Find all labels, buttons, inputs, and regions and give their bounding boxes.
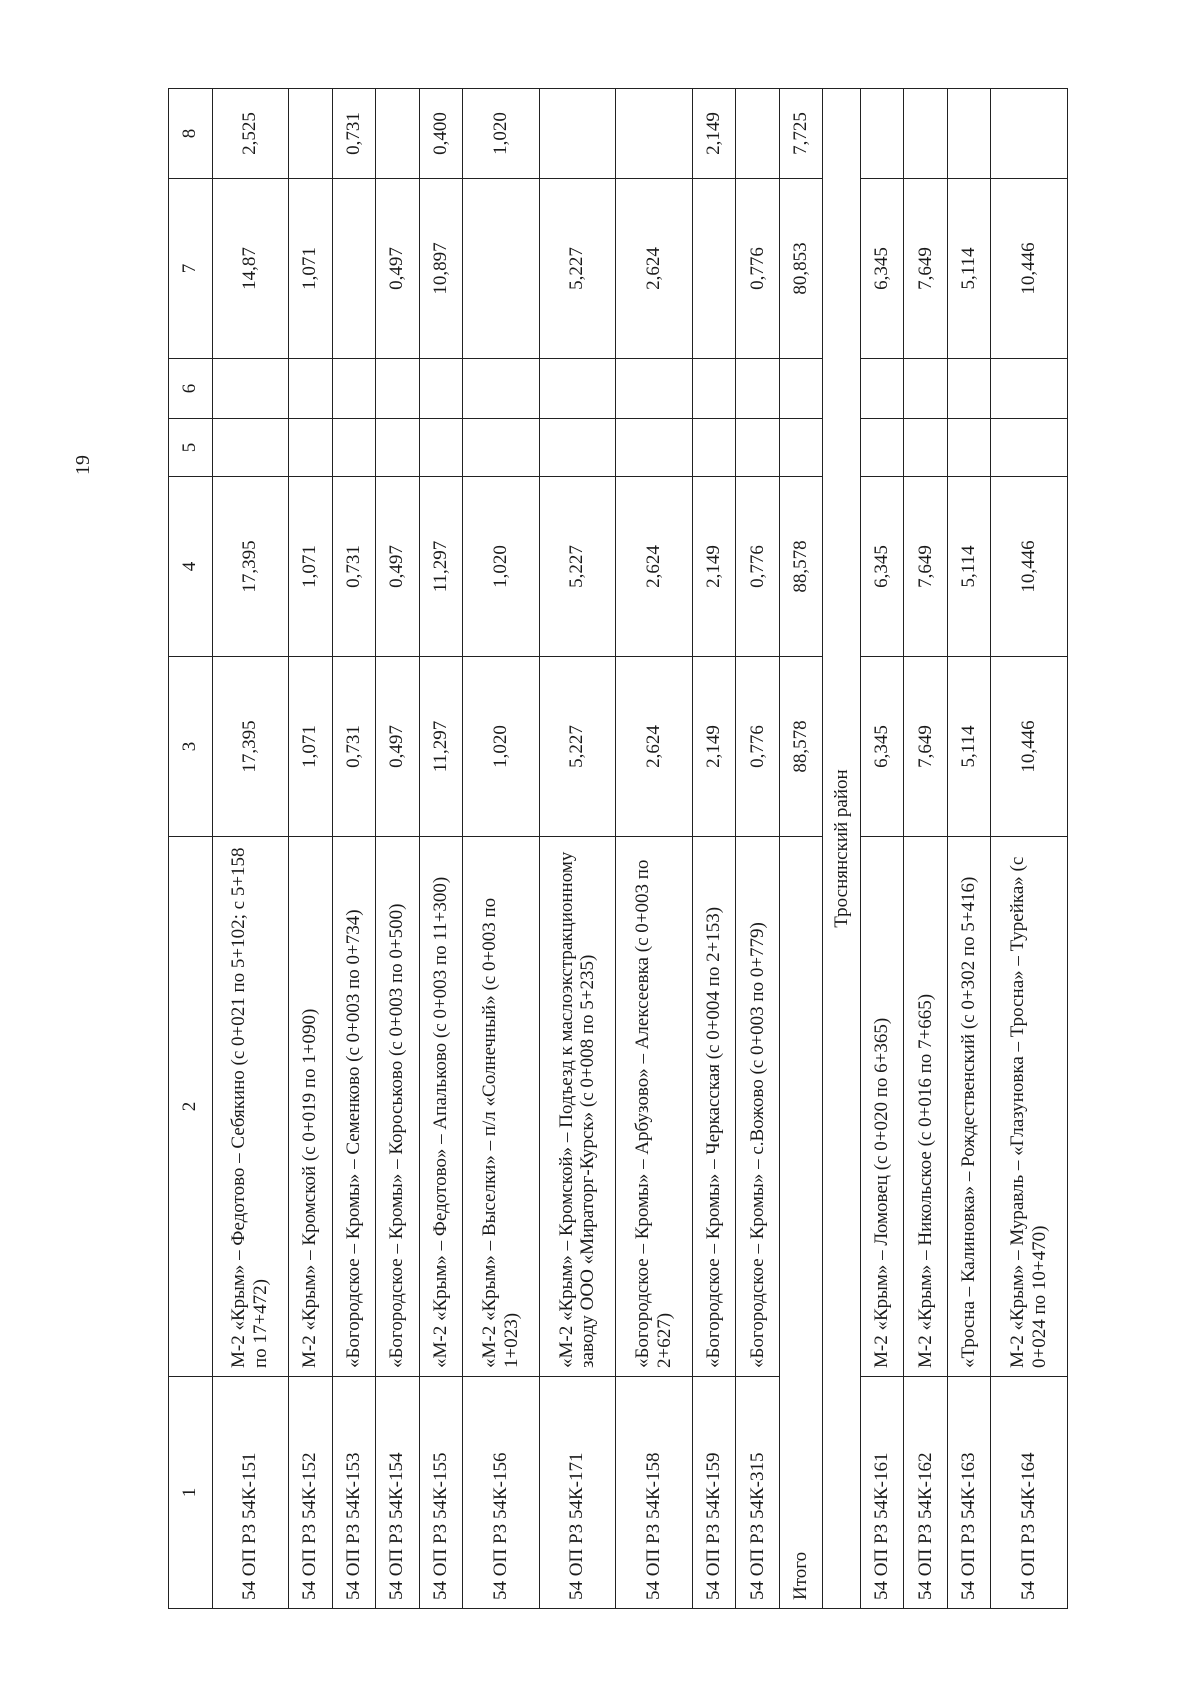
cell-col-4: 17,395 (212, 477, 289, 657)
cell-col-2: М-2 «Крым» – Федотово – Себякино (с 0+021 по 5+102; с 5+158 по 17+472) (212, 837, 289, 1377)
cell-col-5 (947, 419, 991, 477)
cell-col-4: 5,114 (947, 477, 991, 657)
cell-col-7: 1,071 (289, 179, 333, 359)
cell-col-5 (616, 419, 693, 477)
header-row (169, 89, 213, 1609)
cell-col-2: М-2 «Крым» – Кромской (с 0+019 по 1+090) (289, 837, 333, 1377)
cell-col-3: 17,395 (212, 657, 289, 837)
cell-col-6 (736, 359, 780, 419)
cell-col-1: 54 ОП РЗ 54К-162 (904, 1377, 948, 1609)
cell-col-7: 10,897 (419, 179, 463, 359)
cell-col-7: 7,649 (904, 179, 948, 359)
cell-col-8 (539, 89, 616, 179)
cell-col-8: 0,731 (332, 89, 376, 179)
cell-col-3: 11,297 (419, 657, 463, 837)
cell-col-1: 54 ОП РЗ 54К-156 (463, 1377, 540, 1609)
cell-col-6 (289, 359, 333, 419)
cell-col-6 (991, 359, 1068, 419)
cell-col-1: 54 ОП РЗ 54К-158 (616, 1377, 693, 1609)
cell-col-4: 6,345 (860, 477, 904, 657)
header-cell: 6 (169, 359, 213, 419)
cell-col-1: 54 ОП РЗ 54К-151 (212, 1377, 289, 1609)
table-row (376, 89, 420, 1609)
cell-col-5 (419, 419, 463, 477)
cell-col-8 (904, 89, 948, 179)
table-row (736, 89, 780, 1609)
cell-col-8 (736, 89, 780, 179)
header-cell: 8 (169, 89, 213, 179)
cell-col-5 (289, 419, 333, 477)
total-cell (779, 359, 823, 419)
cell-col-6 (419, 359, 463, 419)
cell-col-2: «Богородское – Кромы» – Короськово (с 0+003 по 0+500) (376, 837, 420, 1377)
cell-col-5 (904, 419, 948, 477)
cell-col-5 (991, 419, 1068, 477)
total-label: Итого (779, 837, 823, 1609)
cell-col-5 (539, 419, 616, 477)
cell-col-2: «Тросна – Калиновка» – Рождественский (с 0+302 по 5+416) (947, 837, 991, 1377)
cell-col-1: 54 ОП РЗ 54К-171 (539, 1377, 616, 1609)
cell-col-1: 54 ОП РЗ 54К-159 (692, 1377, 736, 1609)
cell-col-4: 1,020 (463, 477, 540, 657)
cell-col-3: 1,071 (289, 657, 333, 837)
table-row (616, 89, 693, 1609)
table-row (419, 89, 463, 1609)
cell-col-8 (991, 89, 1068, 179)
total-cell: 88,578 (779, 477, 823, 657)
cell-col-5 (692, 419, 736, 477)
header-cell: 7 (169, 179, 213, 359)
cell-col-5 (376, 419, 420, 477)
header-cell: 2 (169, 837, 213, 1377)
total-cell: 80,853 (779, 179, 823, 359)
cell-col-4: 1,071 (289, 477, 333, 657)
cell-col-4: 0,731 (332, 477, 376, 657)
cell-col-6 (376, 359, 420, 419)
cell-col-3: 0,776 (736, 657, 780, 837)
cell-col-1: 54 ОП РЗ 54К-155 (419, 1377, 463, 1609)
cell-col-7: 0,776 (736, 179, 780, 359)
cell-col-4: 5,227 (539, 477, 616, 657)
cell-col-4: 0,776 (736, 477, 780, 657)
cell-col-3: 0,731 (332, 657, 376, 837)
cell-col-6 (947, 359, 991, 419)
cell-col-7 (463, 179, 540, 359)
cell-col-4: 2,624 (616, 477, 693, 657)
cell-col-5 (463, 419, 540, 477)
cell-col-2: «М-2 «Крым» – Федотово» – Апальково (с 0+003 по 11+300) (419, 837, 463, 1377)
cell-col-7: 14,87 (212, 179, 289, 359)
cell-col-6 (463, 359, 540, 419)
cell-col-2: М-2 «Крым» – Муравль – «Глазуновка – Тросна» – Турейка» (с 0+024 по 10+470) (991, 837, 1068, 1377)
cell-col-3: 5,114 (947, 657, 991, 837)
table-row (904, 89, 948, 1609)
cell-col-2: «М-2 «Крым» – Выселки» – п/л «Солнечный» (с 0+003 по 1+023) (463, 837, 540, 1377)
table-row (289, 89, 333, 1609)
cell-col-2: «М-2 «Крым» – Кромской» – Подъезд к маслоэкстракционному заводу ООО «Мираторг-Курск» (с 0+008 по 5+235) (539, 837, 616, 1377)
cell-col-6 (332, 359, 376, 419)
rotated-table-container (168, 89, 1068, 1609)
header-cell: 5 (169, 419, 213, 477)
table-row (692, 89, 736, 1609)
cell-col-1: 54 ОП РЗ 54К-163 (947, 1377, 991, 1609)
cell-col-3: 7,649 (904, 657, 948, 837)
total-cell: 7,725 (779, 89, 823, 179)
roads-table (168, 88, 1068, 1609)
cell-col-7: 5,114 (947, 179, 991, 359)
cell-col-1: 54 ОП РЗ 54К-161 (860, 1377, 904, 1609)
cell-col-8 (289, 89, 333, 179)
header-cell: 4 (169, 477, 213, 657)
cell-col-3: 6,345 (860, 657, 904, 837)
cell-col-7 (692, 179, 736, 359)
cell-col-2: М-2 «Крым» – Ломовец (с 0+020 по 6+365) (860, 837, 904, 1377)
district-row (823, 89, 861, 1609)
cell-col-6 (212, 359, 289, 419)
cell-col-5 (860, 419, 904, 477)
cell-col-7: 10,446 (991, 179, 1068, 359)
header-cell: 1 (169, 1377, 213, 1609)
cell-col-5 (332, 419, 376, 477)
cell-col-7: 2,624 (616, 179, 693, 359)
total-cell (779, 419, 823, 477)
cell-col-8 (616, 89, 693, 179)
cell-col-4: 10,446 (991, 477, 1068, 657)
cell-col-3: 5,227 (539, 657, 616, 837)
cell-col-6 (692, 359, 736, 419)
table-row (332, 89, 376, 1609)
cell-col-8: 2,149 (692, 89, 736, 179)
header-cell: 3 (169, 657, 213, 837)
cell-col-8: 2,525 (212, 89, 289, 179)
cell-col-6 (616, 359, 693, 419)
page-number: 19 (72, 455, 94, 475)
table-row (463, 89, 540, 1609)
cell-col-2: «Богородское – Кромы» – Семенково (с 0+003 по 0+734) (332, 837, 376, 1377)
cell-col-6 (860, 359, 904, 419)
table-row (212, 89, 289, 1609)
cell-col-3: 1,020 (463, 657, 540, 837)
cell-col-5 (212, 419, 289, 477)
cell-col-7: 5,227 (539, 179, 616, 359)
cell-col-3: 10,446 (991, 657, 1068, 837)
cell-col-2: М-2 «Крым» – Никольское (с 0+016 по 7+665) (904, 837, 948, 1377)
cell-col-6 (904, 359, 948, 419)
cell-col-3: 2,624 (616, 657, 693, 837)
cell-col-5 (736, 419, 780, 477)
cell-col-1: 54 ОП РЗ 54К-152 (289, 1377, 333, 1609)
cell-col-8 (376, 89, 420, 179)
total-row (779, 89, 823, 1609)
table-row (860, 89, 904, 1609)
cell-col-1: 54 ОП РЗ 54К-153 (332, 1377, 376, 1609)
cell-col-4: 7,649 (904, 477, 948, 657)
cell-col-4: 2,149 (692, 477, 736, 657)
table-row (991, 89, 1068, 1609)
cell-col-1: 54 ОП РЗ 54К-315 (736, 1377, 780, 1609)
cell-col-8: 1,020 (463, 89, 540, 179)
cell-col-4: 0,497 (376, 477, 420, 657)
cell-col-7 (332, 179, 376, 359)
cell-col-3: 2,149 (692, 657, 736, 837)
cell-col-2: «Богородское – Кромы» – Черкасская (с 0+004 по 2+153) (692, 837, 736, 1377)
cell-col-7: 6,345 (860, 179, 904, 359)
cell-col-4: 11,297 (419, 477, 463, 657)
cell-col-1: 54 ОП РЗ 54К-154 (376, 1377, 420, 1609)
cell-col-2: «Богородское – Кромы» – Арбузово» – Алексеевка (с 0+003 по 2+627) (616, 837, 693, 1377)
cell-col-6 (539, 359, 616, 419)
total-cell: 88,578 (779, 657, 823, 837)
table-row (947, 89, 991, 1609)
cell-col-7: 0,497 (376, 179, 420, 359)
cell-col-1: 54 ОП РЗ 54К-164 (991, 1377, 1068, 1609)
cell-col-3: 0,497 (376, 657, 420, 837)
cell-col-8 (860, 89, 904, 179)
cell-col-2: «Богородское – Кромы» – с.Вожово (с 0+003 по 0+779) (736, 837, 780, 1377)
table-row (539, 89, 616, 1609)
cell-col-8: 0,400 (419, 89, 463, 179)
district-name: Троснянский район (823, 89, 861, 1609)
cell-col-8 (947, 89, 991, 179)
